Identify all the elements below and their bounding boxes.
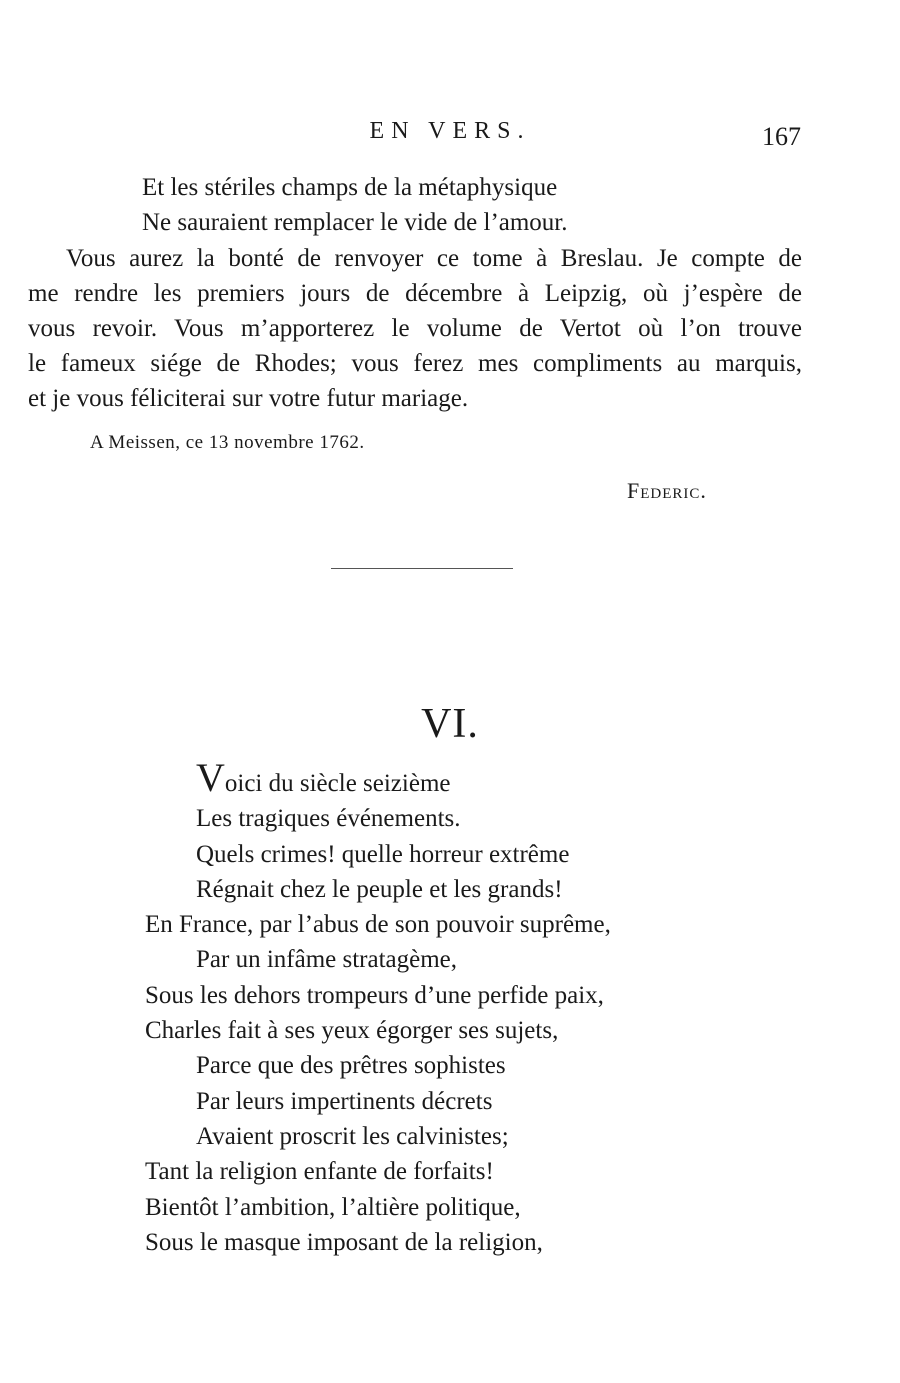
poem-line: Par un infâme stratagème, <box>196 946 458 974</box>
poem-line: Parce que des prêtres sophistes <box>196 1052 506 1080</box>
poem-line: Avaient proscrit les calvinistes; <box>196 1122 509 1150</box>
poem-line: Tant la religion enfante de forfaits! <box>145 1158 494 1186</box>
prose-line: vous revoir. Vous m’apporterez le volume de Vertot où l’on trouve <box>28 315 802 342</box>
poem-line: Par leurs impertinents décrets <box>196 1087 493 1115</box>
verse-line: Et les stériles champs de la métaphysique <box>142 174 558 201</box>
drop-cap: V <box>196 755 225 800</box>
poem-line: Les tragiques événements. <box>196 805 461 833</box>
poem-line: Sous le masque imposant de la religion, <box>145 1228 543 1256</box>
poem-line: Charles fait à ses yeux égorger ses sujets, <box>145 1017 559 1045</box>
poem-line: Régnait chez le peuple et les grands! <box>196 875 563 903</box>
letter-paragraph <box>28 241 802 416</box>
prose-line: le fameux siége de Rhodes; vous ferez mes compliments au marquis, <box>28 350 802 377</box>
dateline: A Meissen, ce 13 novembre 1762. <box>90 432 365 453</box>
prose-line: me rendre les premiers jours de décembre à Leipzig, où j’espère de <box>28 280 802 307</box>
page-number: 167 <box>762 122 801 151</box>
poem <box>145 755 611 1260</box>
poem-line <box>145 755 611 801</box>
section-number: VI. <box>421 701 479 747</box>
section-divider <box>331 568 513 569</box>
poem-line: En France, par l’abus de son pouvoir suprême, <box>145 911 611 939</box>
prose-line: et je vous féliciterai sur votre futur mariage. <box>28 385 469 412</box>
signature: Federic. <box>627 478 707 503</box>
poem-line-text: oici du siècle seizième <box>224 770 451 797</box>
poem-line: Bientôt l’ambition, l’altière politique, <box>145 1193 521 1221</box>
prose-line: Vous aurez la bonté de renvoyer ce tome à Breslau. Je compte de <box>66 245 802 272</box>
poem-line: Quels crimes! quelle horreur extrême <box>196 840 570 868</box>
verse-line: Ne sauraient remplacer le vide de l’amour. <box>142 209 568 236</box>
poem-line: Sous les dehors trompeurs d’une perfide paix, <box>145 981 604 1009</box>
running-title: EN VERS. <box>369 118 531 144</box>
